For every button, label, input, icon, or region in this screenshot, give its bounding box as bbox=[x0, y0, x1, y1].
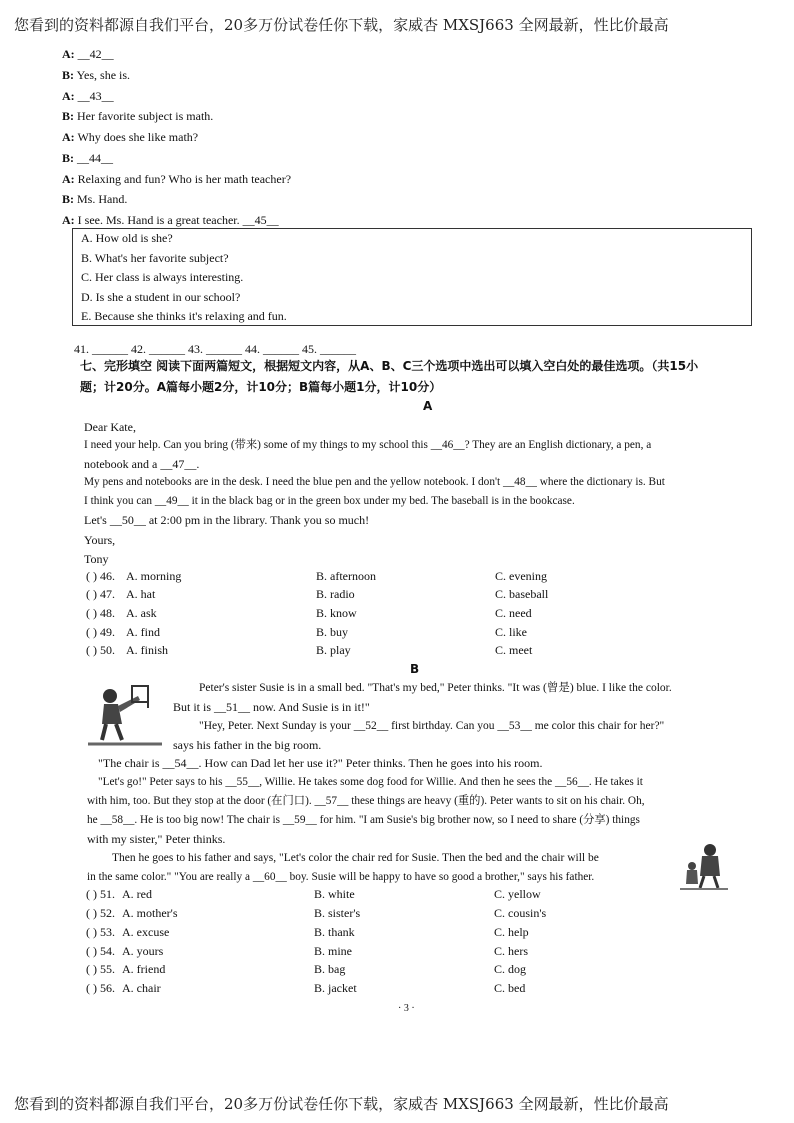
answer-blanks: 41. ______ 42. ______ 43. ______ 44. ______ 45. ______ bbox=[74, 342, 356, 356]
question-row: ( ) 49. A. find B. buy C. like bbox=[86, 625, 527, 639]
passage-b-line: "Let's go!" Peter says to his __55__, Willie. He takes some dog food for Willie. And then he sees the __56__. He takes it bbox=[98, 776, 643, 788]
question-row: ( ) 55. A. friend B. bag C. dog bbox=[86, 962, 527, 976]
passage-b-line: Then he goes to his father and says, "Let's color the chair red for Susie. Then the bed and the chair will be bbox=[112, 852, 599, 864]
boy-and-father-illustration bbox=[680, 842, 728, 892]
passage-a-line: I think you can __49__ it in the black bag or in the green box under my bed. The baseball is in the bookcase. bbox=[84, 495, 575, 507]
passage-b-line: with him, too. But they stop at the door (在门口). __57__ these things are heavy (重的). Peter wants to sit on his chair. Oh, bbox=[87, 795, 645, 807]
passage-a-line: Let's __50__ at 2:00 pm in the library. Thank you so much! bbox=[84, 513, 370, 527]
question-row: ( ) 53. A. excuse B. thank C. help bbox=[86, 925, 529, 939]
page-number: · 3 · bbox=[398, 1003, 415, 1014]
passage-b-line: in the same color." "You are really a __60__ boy. Susie will be happy to have so good a brother," says his father. bbox=[87, 871, 595, 883]
section-title-2: 题；计20分。A篇每小题2分，计10分；B篇每小题1分，计10分） bbox=[80, 380, 442, 394]
section-title: 七、完形填空 阅读下面两篇短文，根据短文内容，从A、B、C三个选项中选出可以填入空白处的最佳选项。（共15小 bbox=[80, 359, 699, 373]
question-row: ( ) 47. A. hat B. radio C. baseball bbox=[86, 587, 549, 601]
passage-b-line: with my sister," Peter thinks. bbox=[87, 832, 226, 846]
option-d: D. Is she a student in our school? bbox=[81, 289, 241, 304]
passage-b-line: Peter's sister Susie is in a small bed. "That's my bed," Peter thinks. "It was (曾是) blue. I like the color. bbox=[199, 682, 672, 694]
dialogue-line-9: A: I see. Ms. Hand is a great teacher. __45__ bbox=[62, 213, 279, 227]
bottom-banner: 您看到的资料都源自我们平台，20多万份试卷任你下载，家威杏 MXSJ663 全网最新，性比价最高 bbox=[14, 1095, 669, 1113]
dialogue-line-3: A: __43__ bbox=[62, 89, 114, 103]
option-e: E. Because she thinks it's relaxing and fun. bbox=[81, 309, 287, 323]
dialogue-line-6: B: __44__ bbox=[62, 151, 113, 165]
passage-b-line: says his father in the big room. bbox=[173, 738, 322, 752]
passage-b-line: he __58__. He is too big now! The chair is __59__ for him. "I am Susie's big brother now, so I need to share (分享) things bbox=[87, 814, 640, 826]
question-row: ( ) 48. A. ask B. know C. need bbox=[86, 606, 532, 620]
dialogue-line-1: A: __42__ bbox=[62, 47, 114, 61]
boy-carrying-chair-illustration bbox=[88, 682, 162, 748]
passage-a-line: notebook and a __47__. bbox=[84, 457, 200, 471]
passage-b-line: "Hey, Peter. Next Sunday is your __52__ first birthday. Can you __53__ me color this chair for her?" bbox=[199, 720, 665, 732]
passage-b-line: But it is __51__ now. And Susie is in it!" bbox=[173, 700, 370, 714]
dialogue-line-7: A: Relaxing and fun? Who is her math teacher? bbox=[62, 172, 292, 186]
letter-closing: Yours, bbox=[84, 533, 116, 547]
option-a: A. How old is she? bbox=[81, 231, 173, 245]
dialogue-line-4: B: Her favorite subject is math. bbox=[62, 109, 214, 123]
question-row: ( ) 50. A. finish B. play C. meet bbox=[86, 643, 533, 657]
dialogue-line-2: B: Yes, she is. bbox=[62, 68, 131, 82]
question-row: ( ) 51. A. red B. white C. yellow bbox=[86, 887, 541, 901]
letter-signature: Tony bbox=[84, 552, 109, 566]
letter-greeting: Dear Kate, bbox=[84, 420, 136, 434]
part-b-heading: B bbox=[410, 662, 420, 676]
question-row: ( ) 56. A. chair B. jacket C. bed bbox=[86, 981, 526, 995]
passage-a-line: My pens and notebooks are in the desk. I need the blue pen and the yellow notebook. I don't __48__ where the dictionary is. But bbox=[84, 476, 665, 488]
top-banner: 您看到的资料都源自我们平台，20多万份试卷任你下载，家威杏 MXSJ663 全网最新，性比价最高 bbox=[14, 16, 669, 34]
passage-b-line: "The chair is __54__. How can Dad let her use it?" Peter thinks. Then he goes into his room. bbox=[98, 756, 543, 770]
question-row: ( ) 52. A. mother's B. sister's C. cousin's bbox=[86, 906, 547, 920]
dialogue-line-8: B: Ms. Hand. bbox=[62, 192, 128, 206]
passage-a-line: I need your help. Can you bring (带来) some of my things to my school this __46__? They are an English dictionary, a pen, a bbox=[84, 439, 652, 451]
question-row: ( ) 54. A. yours B. mine C. hers bbox=[86, 944, 528, 958]
option-b: B. What's her favorite subject? bbox=[81, 250, 229, 265]
option-c: C. Her class is always interesting. bbox=[81, 270, 244, 284]
part-a-heading: A bbox=[423, 399, 433, 413]
dialogue-line-5: A: Why does she like math? bbox=[62, 130, 199, 144]
question-row: ( ) 46. A. morning B. afternoon C. evening bbox=[86, 569, 547, 583]
options-box bbox=[72, 228, 752, 326]
